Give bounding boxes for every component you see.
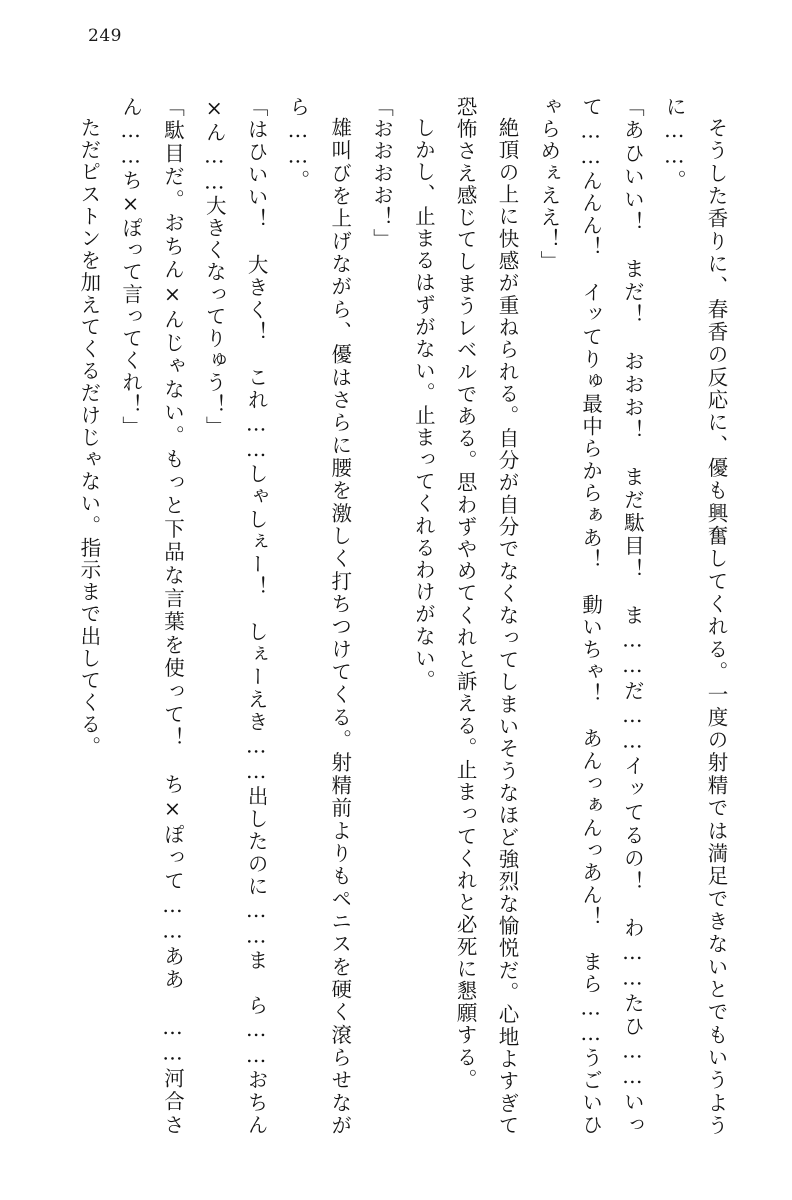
paragraph: そうした香りに、春香の反応に、優も興奮してくれる。一度の射精では満足できないとでもいうように……。 (662, 96, 728, 1136)
paragraph: しかし、止まるはずがない。止まってくれるわけがない。 (411, 116, 436, 692)
paragraph: 絶頂の上に快感が重ねられる。自分が自分でなくなってしまいそうなほど強烈な愉悦だ。心地よすぎて恐怖さえ感じてしまうレベルである。思わずやめてくれと訴える。止まってくれと必死に懇願する。 (453, 96, 519, 1136)
paragraph: 「駄目だ。おちん×んじゃない。もっと下品な言葉を使って！ ち×ぽって……ああ ……河合さん……ち×ぽって言ってくれ！」 (118, 96, 185, 1136)
page-number: 249 (88, 26, 122, 46)
page-body-text (56, 96, 736, 1136)
paragraph: 「あひいい！ まだ！ おおお！ まだ駄目！ ま……だ……イッてるの！ わ……たひ……いって……んんん！ イッてりゅ最中らからぁあ！ 動いちゃ！ あんっぁんっあん！ まら……うごいひゃらめぇええ！」 (536, 96, 645, 1136)
paragraph: ただピストンを加えてくるだけじゃない。指示まで出してくる。 (76, 116, 101, 758)
paragraph: 「おおおお！」 (369, 96, 394, 251)
paragraph: 「はひいい！ 大きく！ これ……しゃしぇー！ しぇーえき……出したのに……ま ら……おちん×ん……大きくなってりゅう！」 (202, 96, 269, 1136)
paragraph: 雄叫びを上げながら、優はさらに腰を激しく打ちつけてくる。射精前よりもペニスを硬く滾らせながら……。 (285, 96, 352, 1136)
